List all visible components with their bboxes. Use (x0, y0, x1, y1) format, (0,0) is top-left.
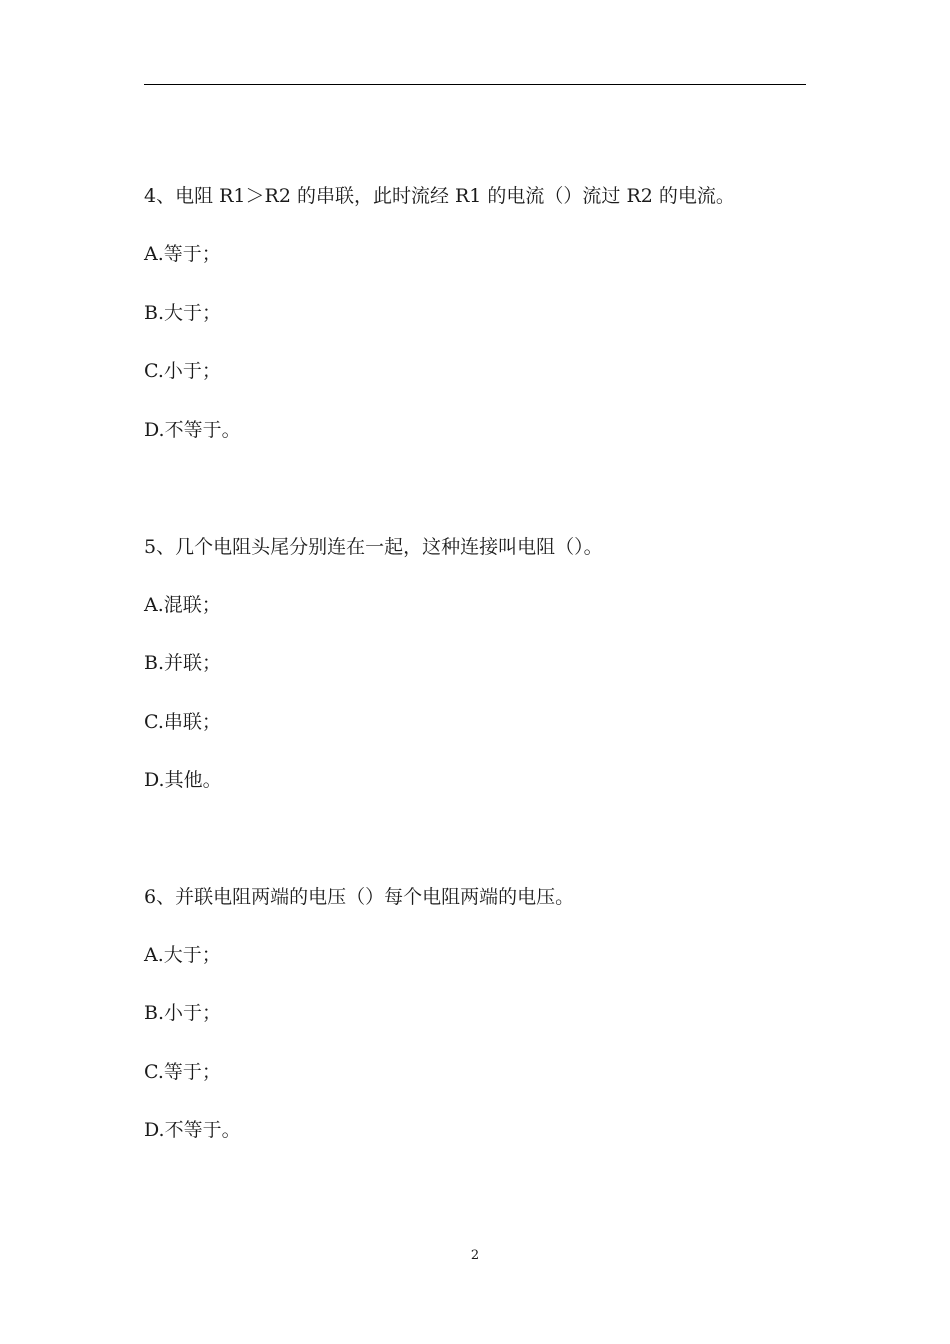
question-text: 6、并联电阻两端的电压（）每个电阻两端的电压。 (144, 886, 575, 908)
option-a: A.等于； (144, 243, 221, 265)
option-d: D.不等于。 (144, 419, 241, 441)
option-a: A.大于； (144, 944, 221, 966)
page-number: 2 (470, 1248, 480, 1263)
question-text: 5、几个电阻头尾分别连在一起，这种连接叫电阻（）。 (144, 536, 603, 558)
option-b: B.小于； (144, 1002, 222, 1024)
option-a: A.混联； (144, 594, 221, 616)
option-c: C.等于； (144, 1061, 221, 1083)
option-b: B.大于； (144, 302, 222, 324)
header-rule (144, 84, 806, 85)
option-c: C.串联； (144, 711, 221, 733)
option-b: B.并联； (144, 652, 222, 674)
option-d: D.其他。 (144, 769, 222, 791)
option-c: C.小于； (144, 360, 221, 382)
question-text: 4、电阻 R1＞R2 的串联，此时流经 R1 的电流（）流过 R2 的电流。 (144, 185, 735, 207)
option-d: D.不等于。 (144, 1119, 241, 1141)
